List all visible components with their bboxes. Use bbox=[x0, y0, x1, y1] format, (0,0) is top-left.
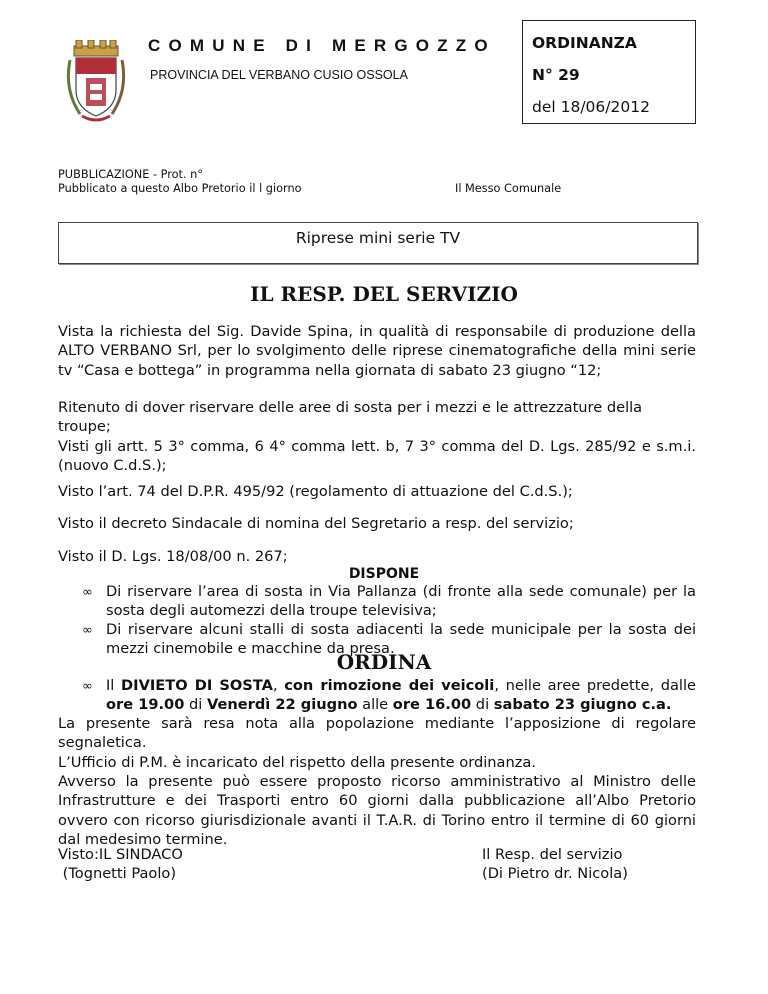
premise-paragraph: Visti gli artt. 5 3° comma, 6 4° comma lett. b, 7 3° comma del D. Lgs. 285/92 e s.m.i. (nuovo C.d.S.); bbox=[58, 438, 696, 475]
dispone-item: Di riservare alcuni stalli di sosta adiacenti la sede municipale per la sosta dei mezzi cinemobile e macchine da presa. bbox=[106, 621, 696, 658]
mayor-signature-name: (Tognetti Paolo) bbox=[58, 865, 177, 882]
municipal-crest-logo bbox=[64, 40, 128, 124]
ordinance-number: N° 29 bbox=[532, 66, 580, 84]
ordina-item: Il DIVIETO DI SOSTA, con rimozione dei veicoli, nelle aree predette, dalle ore 19.00 di Venerdì 22 giugno alle ore 16.00 di sabato 23 giugno c.a. bbox=[106, 677, 697, 714]
publication-protocol: PUBBLICAZIONE - Prot. n° bbox=[58, 168, 203, 181]
closing-paragraph: La presente sarà resa nota alla popolazione mediante l’apposizione di regolare segnaletica. bbox=[58, 715, 696, 752]
municipality-name: COMUNE DI MERGOZZO bbox=[148, 36, 496, 55]
premise-paragraph: Ritenuto di dover riservare delle aree di sosta per i mezzi e le attrezzature della troupe; bbox=[58, 399, 643, 436]
premise-paragraph: Vista la richiesta del Sig. Davide Spina, in qualità di responsabile di produzione della ALTO VERBANO Srl, per lo svolgimento delle riprese cinematografiche della mini serie tv “Casa e bottega” in programma nella giornata di sabato 23 giugno “12; bbox=[58, 323, 696, 379]
ordinance-label: ORDINANZA bbox=[532, 34, 637, 52]
ordina-heading: ORDINA bbox=[336, 650, 432, 674]
bullet-symbol: ∞ bbox=[82, 585, 93, 600]
bullet-symbol: ∞ bbox=[82, 623, 93, 638]
messenger-label: Il Messo Comunale bbox=[455, 182, 562, 195]
dispone-item: Di riservare l’area di sosta in Via Pallanza (di fronte alla sede comunale) per la sosta degli automezzi della troupe televisiva; bbox=[106, 583, 696, 620]
publication-notice: Pubblicato a questo Albo Pretorio il l giorno bbox=[58, 182, 302, 195]
service-manager-signature-role: Il Resp. del servizio bbox=[482, 846, 623, 863]
premise-paragraph: Visto il decreto Sindacale di nomina del Segretario a resp. del servizio; bbox=[58, 515, 574, 532]
bullet-symbol: ∞ bbox=[82, 679, 93, 694]
subject-text: Riprese mini serie TV bbox=[295, 229, 461, 247]
closing-paragraph: L’Ufficio di P.M. è incaricato del rispetto della presente ordinanza. bbox=[58, 754, 536, 771]
mayor-signature-role: Visto:IL SINDACO bbox=[58, 846, 183, 863]
ordinance-date: del 18/06/2012 bbox=[532, 98, 650, 116]
province-name: PROVINCIA DEL VERBANO CUSIO OSSOLA bbox=[150, 68, 408, 82]
premise-paragraph: Visto l’art. 74 del D.P.R. 495/92 (regolamento di attuazione del C.d.S.); bbox=[58, 483, 573, 500]
dispone-heading: DISPONE bbox=[348, 566, 420, 582]
document-title: IL RESP. DEL SERVIZIO bbox=[250, 282, 518, 306]
closing-paragraph: Avverso la presente può essere proposto ricorso amministrativo al Ministro delle Infrastrutture e dei Trasporti entro 60 giorni dalla pubblicazione all’Albo Pretorio ovvero con ricorso giurisdizionale avanti il T.A.R. di Torino entro il termine di 60 giorni dal medesimo termine. bbox=[58, 773, 696, 848]
service-manager-signature-name: (Di Pietro dr. Nicola) bbox=[482, 865, 628, 882]
premise-paragraph: Visto il D. Lgs. 18/08/00 n. 267; bbox=[58, 548, 288, 565]
